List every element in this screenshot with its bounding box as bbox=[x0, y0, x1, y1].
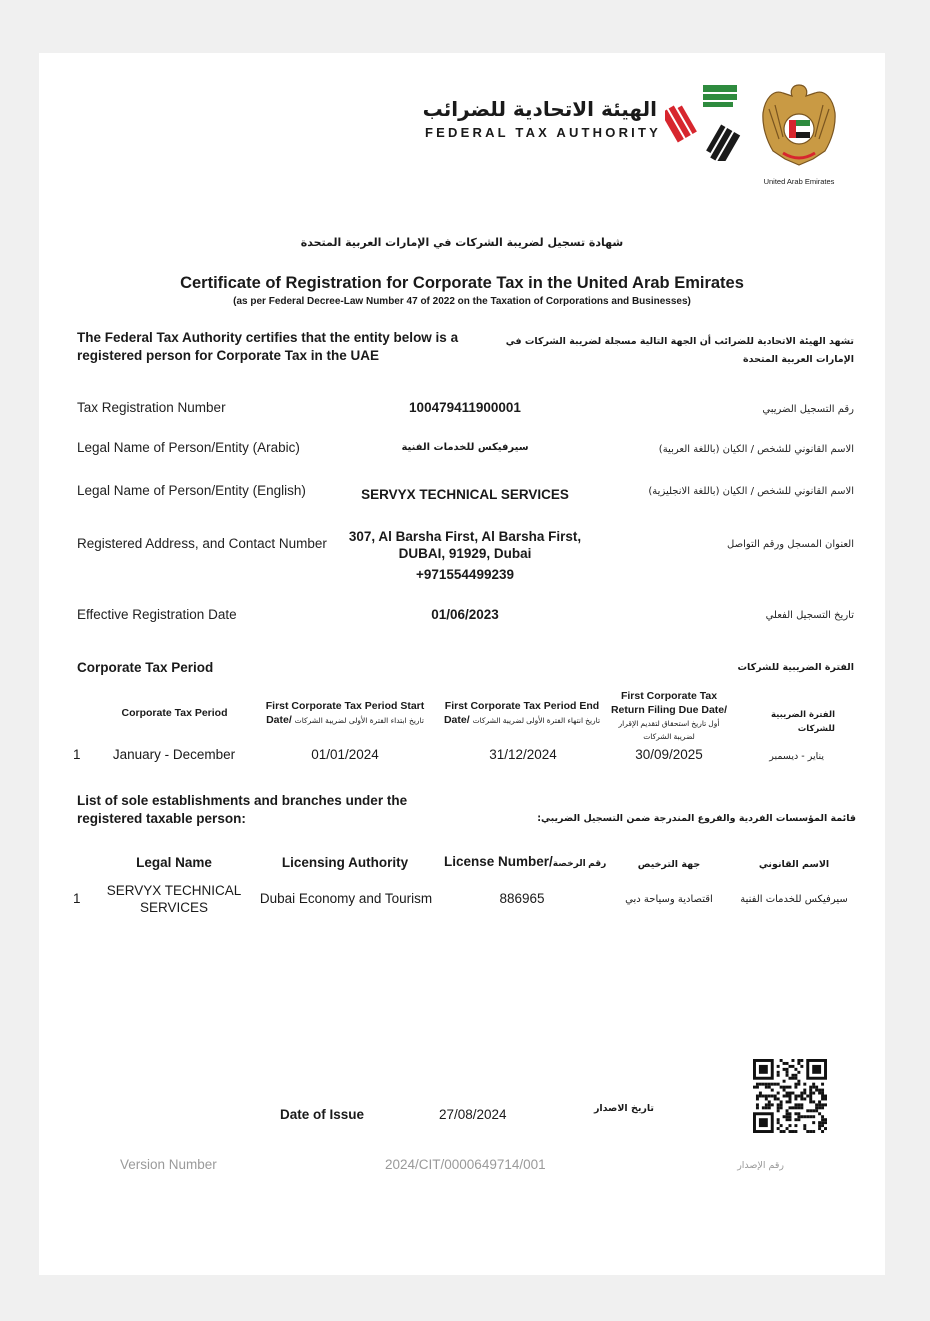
tax-registration-number-label: Tax Registration Number bbox=[77, 400, 226, 415]
legal-name-english-label: Legal Name of Person/Entity (English) bbox=[77, 483, 306, 498]
certificate-title: Certificate of Registration for Corporate Tax in the United Arab Emirates bbox=[180, 274, 744, 292]
th-licensing-authority: Licensing Authority bbox=[281, 855, 409, 870]
th-period-arabic: الفترة الضريبية للشركات bbox=[770, 710, 835, 734]
branch-row-license-number: 886965 bbox=[499, 891, 545, 906]
qr-code-icon bbox=[753, 1059, 827, 1133]
fta-logo-icon bbox=[665, 81, 749, 161]
issue-date-value: 27/08/2024 bbox=[439, 1107, 507, 1122]
th-due-date bbox=[607, 689, 731, 743]
th-licensing-authority-arabic: جهة الترخيص bbox=[637, 859, 701, 870]
certificate-page bbox=[39, 53, 885, 1275]
branch-legal-name-line-2: SERVICES bbox=[139, 900, 209, 915]
th-start-date-en: First Corporate Tax Period Start Date/ bbox=[265, 700, 425, 726]
legal-name-arabic-label: Legal Name of Person/Entity (Arabic) bbox=[77, 440, 300, 455]
branch-row-legal-name-arabic: سيرفيكس للخدمات الفنية bbox=[740, 894, 848, 905]
period-row-due: 30/09/2025 bbox=[635, 747, 703, 762]
th-start-date bbox=[259, 699, 431, 728]
tax-registration-number-value: 100479411900001 bbox=[409, 400, 521, 415]
branch-row-legal-name bbox=[99, 882, 249, 916]
period-row-name-arabic: يناير - ديسمبر bbox=[769, 751, 824, 762]
registered-address-label-arabic: العنوان المسجل ورقم التواصل bbox=[727, 539, 854, 550]
effective-date-label: Effective Registration Date bbox=[77, 607, 237, 622]
th-period: Corporate Tax Period bbox=[121, 707, 228, 719]
version-number-value: 2024/CIT/0000649714/001 bbox=[385, 1157, 546, 1172]
th-start-date-ar: تاريخ ابتداء الفترة الأولى لضريبة الشركات bbox=[294, 716, 424, 725]
version-number-label: Version Number bbox=[120, 1157, 217, 1172]
th-end-date-ar: تاريخ انتهاء الفترة الأولى لضريبة الشركات bbox=[472, 716, 601, 725]
issue-date-label: Date of Issue bbox=[280, 1107, 365, 1122]
legal-name-arabic-label-arabic: الاسم القانوني للشخص / الكيان (باللغة العربية) bbox=[658, 444, 854, 455]
period-row-name: January - December bbox=[112, 747, 236, 762]
th-license-number-ar: رقم الرخصة bbox=[552, 858, 607, 868]
legal-name-english-value: SERVYX TECHNICAL SERVICES bbox=[361, 487, 569, 502]
branch-legal-name-line-1: SERVYX TECHNICAL bbox=[106, 883, 242, 898]
branches-heading: List of sole establishments and branches under the registered taxable person: bbox=[77, 793, 408, 826]
emblem-caption: United Arab Emirates bbox=[763, 177, 835, 186]
th-legal-name: Legal Name bbox=[136, 855, 212, 870]
authority-name-english: FEDERAL TAX AUTHORITY bbox=[425, 125, 661, 140]
address-line-1: 307, Al Barsha First, Al Barsha First, bbox=[348, 529, 582, 544]
th-license-number bbox=[444, 854, 614, 869]
period-row-end: 31/12/2024 bbox=[489, 747, 557, 762]
address-line-2: DUBAI, 91929, Dubai bbox=[398, 546, 532, 561]
branches-heading-arabic: قائمة المؤسسات الفردية والفروع المندرجة ضمن التسجيل الضريبي: bbox=[537, 813, 856, 824]
certificate-title-arabic: شهادة تسجيل لضريبة الشركات في الإمارات العربية المتحدة bbox=[300, 236, 624, 249]
registered-address-value bbox=[339, 528, 591, 583]
th-end-date-en: First Corporate Tax Period End Date/ bbox=[443, 700, 600, 726]
intro-english: The Federal Tax Authority certifies that the entity below is a registered person for Corporate Tax in the UAE bbox=[77, 330, 459, 363]
th-due-date-en: First Corporate Tax Return Filing Due Date/ bbox=[610, 690, 728, 716]
issue-date-label-arabic: تاريخ الاصدار bbox=[593, 1103, 654, 1114]
effective-date-label-arabic: تاريخ التسجيل الفعلي bbox=[765, 610, 854, 621]
tax-period-heading: Corporate Tax Period bbox=[77, 660, 214, 675]
th-license-number-en: License Number/ bbox=[444, 854, 553, 869]
uae-emblem-icon bbox=[759, 79, 839, 175]
certificate-subtitle: (as per Federal Decree-Law Number 47 of 2022 on the Taxation of Corporations and Businesses) bbox=[233, 296, 691, 307]
version-number-label-arabic: رقم الإصدار bbox=[737, 1160, 784, 1171]
intro-arabic: تشهد الهيئة الاتحادية للضرائب أن الجهة التالية مسجلة لضريبة الشركات في الإمارات العربية المتحدة bbox=[505, 336, 854, 365]
registered-address-label: Registered Address, and Contact Number bbox=[77, 536, 327, 551]
th-due-date-ar: أول تاريخ استحقاق لتقديم الإقرار لضريبة الشركات bbox=[618, 719, 720, 741]
branch-row-authority-arabic: اقتصادية وسياحة دبي bbox=[625, 894, 713, 905]
th-end-date bbox=[442, 699, 602, 728]
branch-row-authority: Dubai Economy and Tourism bbox=[259, 891, 433, 906]
legal-name-arabic-value: سيرفيكس للخدمات الفنية bbox=[401, 442, 529, 453]
legal-name-english-label-arabic: الاسم القانوني للشخص / الكيان (باللغة الانجليزية) bbox=[648, 486, 854, 497]
period-row-index: 1 bbox=[73, 747, 81, 762]
branch-row-index: 1 bbox=[73, 891, 81, 906]
contact-number: +971554499239 bbox=[416, 567, 514, 582]
period-row-start: 01/01/2024 bbox=[311, 747, 379, 762]
tax-period-heading-arabic: الفترة الضريبية للشركات bbox=[737, 662, 854, 673]
th-legal-name-arabic: الاسم القانوني bbox=[758, 859, 830, 870]
effective-date-value: 01/06/2023 bbox=[431, 607, 499, 622]
authority-name-arabic: الهيئة الاتحادية للضرائب bbox=[422, 97, 657, 121]
tax-registration-number-label-arabic: رقم التسجيل الضريبي bbox=[762, 404, 854, 415]
